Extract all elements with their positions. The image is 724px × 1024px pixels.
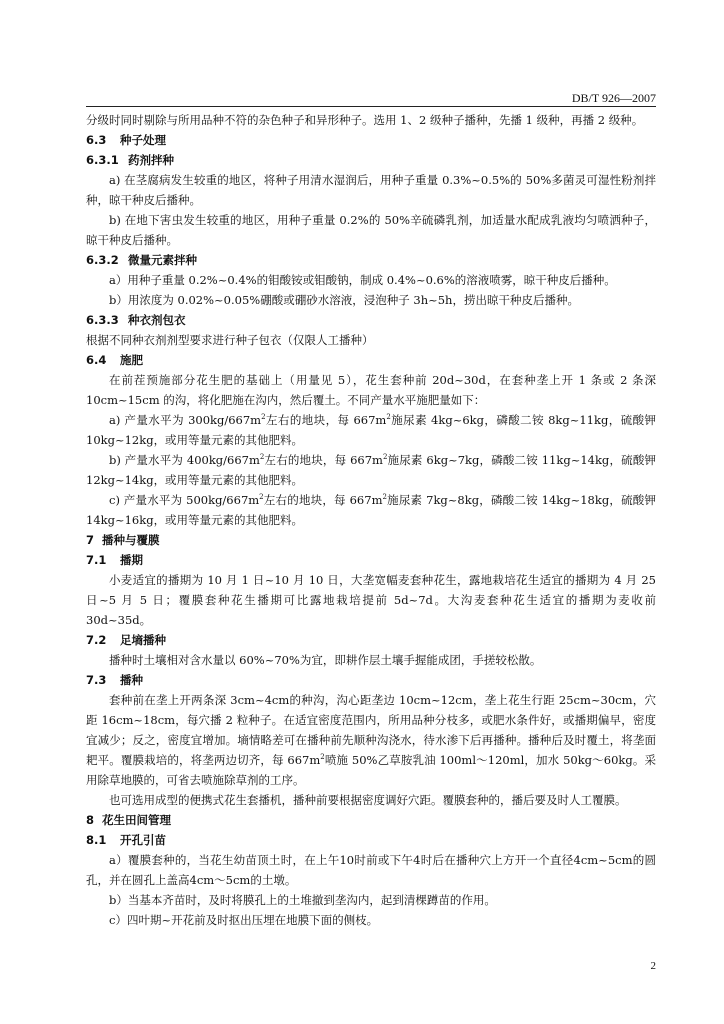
paragraph: 套种前在垄上开两条深 3cm~4cm的种沟，沟心距垄边 10cm~12cm，垄上花生行距 25cm~30cm，穴距 16cm~18cm，每穴播 2 粒种子。在适宜密度范围内，所用品种分枝多，或肥水条件好，或播期偏早，密度宜减少；反之，密度宜增加。墒情略差可在播种前先顺种沟浇水，待水渗下后再播种。播种后及时覆土，将垄面耙平。覆膜栽培的，将垄两边切齐，每 $667m^2$喷施 50%乙草胺乳油 100ml～120ml，加水 50kg～60kg。采用除草地膜的，可省去喷施除草剂的工序。: [86, 693, 656, 787]
section-heading-6-3-1: 6.3.1 药剂拌种: [86, 153, 174, 167]
page-body: [86, 110, 656, 930]
paragraph: c) 产量水平为 $500kg/667m^2$左右的地块，每 $667m^2$施尿素 7kg~8kg，磷酸二铵 14kg~18kg，硫酸钾 14kg~16kg，或用等量元素的其他肥料。: [86, 493, 656, 527]
section-heading-7-1: 7.1 播期: [86, 553, 143, 567]
section-heading-6-3-2: 6.3.2 微量元素拌种: [86, 253, 197, 267]
paragraph: b）当基本齐苗时，及时将膜孔上的土堆撤到垄沟内，起到清棵蹲苗的作用。: [109, 893, 496, 907]
section-heading-6-3: 6.3 种子处理: [86, 133, 166, 147]
paragraph: b) 在地下害虫发生较重的地区，用种子重量 0.2%的 50%辛硫磷乳剂，加适量水配成乳液均匀喷洒种子，晾干种皮后播种。: [86, 213, 656, 247]
paragraph: a）用种子重量 0.2%~0.4%的钼酸铵或钼酸钠，制成 0.4%~0.6%的溶液喷雾，晾干种皮后播种。: [109, 273, 616, 287]
section-heading-7-3: 7.3 播种: [86, 673, 143, 687]
paragraph: a）覆膜套种的，当花生幼苗顶土时，在上午10时前或下午4时后在播种穴上方开一个直径4cm~5cm的圆孔，并在圆孔上盖高4cm～5cm的土墩。: [86, 853, 656, 887]
section-heading-6-4: 6.4 施肥: [86, 353, 143, 367]
paragraph: 也可选用成型的便携式花生套播机，播种前要根据密度调好穴距。覆膜套种的，播后要及时人工覆膜。: [109, 793, 627, 807]
page-number: 2: [650, 960, 656, 972]
section-heading-6-3-3: 6.3.3 种衣剂包衣: [86, 313, 186, 327]
header-rule: [86, 106, 656, 107]
paragraph: 小麦适宜的播期为 10 月 1 日~10 月 10 日，大垄宽幅麦套种花生，露地栽培花生适宜的播期为 4 月 25 日~5 月 5 日；覆膜套种花生播期可比露地栽培提前 5d~7d。大沟麦套种花生适宜的播期为麦收前 30d~35d。: [86, 573, 656, 627]
paragraph: a) 产量水平为 $300kg/667m^2$左右的地块，每 $667m^2$施尿素 4kg~6kg，磷酸二铵 8kg~11kg，硫酸钾 10kg~12kg，或用等量元素的其他肥料。: [86, 413, 656, 447]
section-heading-8-1: 8.1 开孔引苗: [86, 833, 166, 847]
paragraph: 根据不同种衣剂剂型要求进行种子包衣（仅限人工播种）: [86, 333, 374, 347]
paragraph: a) 在茎腐病发生较重的地区，将种子用清水湿润后，用种子重量 0.3%~0.5%的 50%多菌灵可湿性粉剂拌种，晾干种皮后播种。: [86, 173, 656, 207]
paragraph: 分级时同时剔除与所用品种不符的杂色种子和异形种子。选用 1、2 级种子播种，先播 1 级种，再播 2 级种。: [86, 113, 644, 127]
section-heading-7: 7 播种与覆膜: [86, 533, 160, 547]
paragraph: c）四叶期~开花前及时抠出压埋在地膜下面的侧枝。: [109, 913, 379, 927]
paragraph: 在前茬预施部分花生肥的基础上（用量见 5），花生套种前 20d~30d，在套种垄上开 1 条或 2 条深 10cm~15cm 的沟，将化肥施在沟内，然后覆土。不同产量水平施肥量如下：: [86, 373, 656, 407]
paragraph: b) 产量水平为 $400kg/667m^2$左右的地块，每 $667m^2$施尿素 6kg~7kg，磷酸二铵 11kg~14kg，硫酸钾 12kg~14kg，或用等量元素的其他肥料。: [86, 453, 656, 487]
section-heading-8: 8 花生田间管理: [86, 813, 171, 827]
paragraph: b）用浓度为 0.02%~0.05%硼酸或硼砂水溶液，浸泡种子 3h~5h，捞出晾干种皮后播种。: [109, 293, 579, 307]
section-heading-7-2: 7.2 足墒播种: [86, 633, 166, 647]
standard-code: DB/T 926—2007: [571, 91, 656, 105]
paragraph: 播种时土壤相对含水量以 60%~70%为宜，即耕作层土壤手握能成团，手搓较松散。: [109, 653, 542, 667]
